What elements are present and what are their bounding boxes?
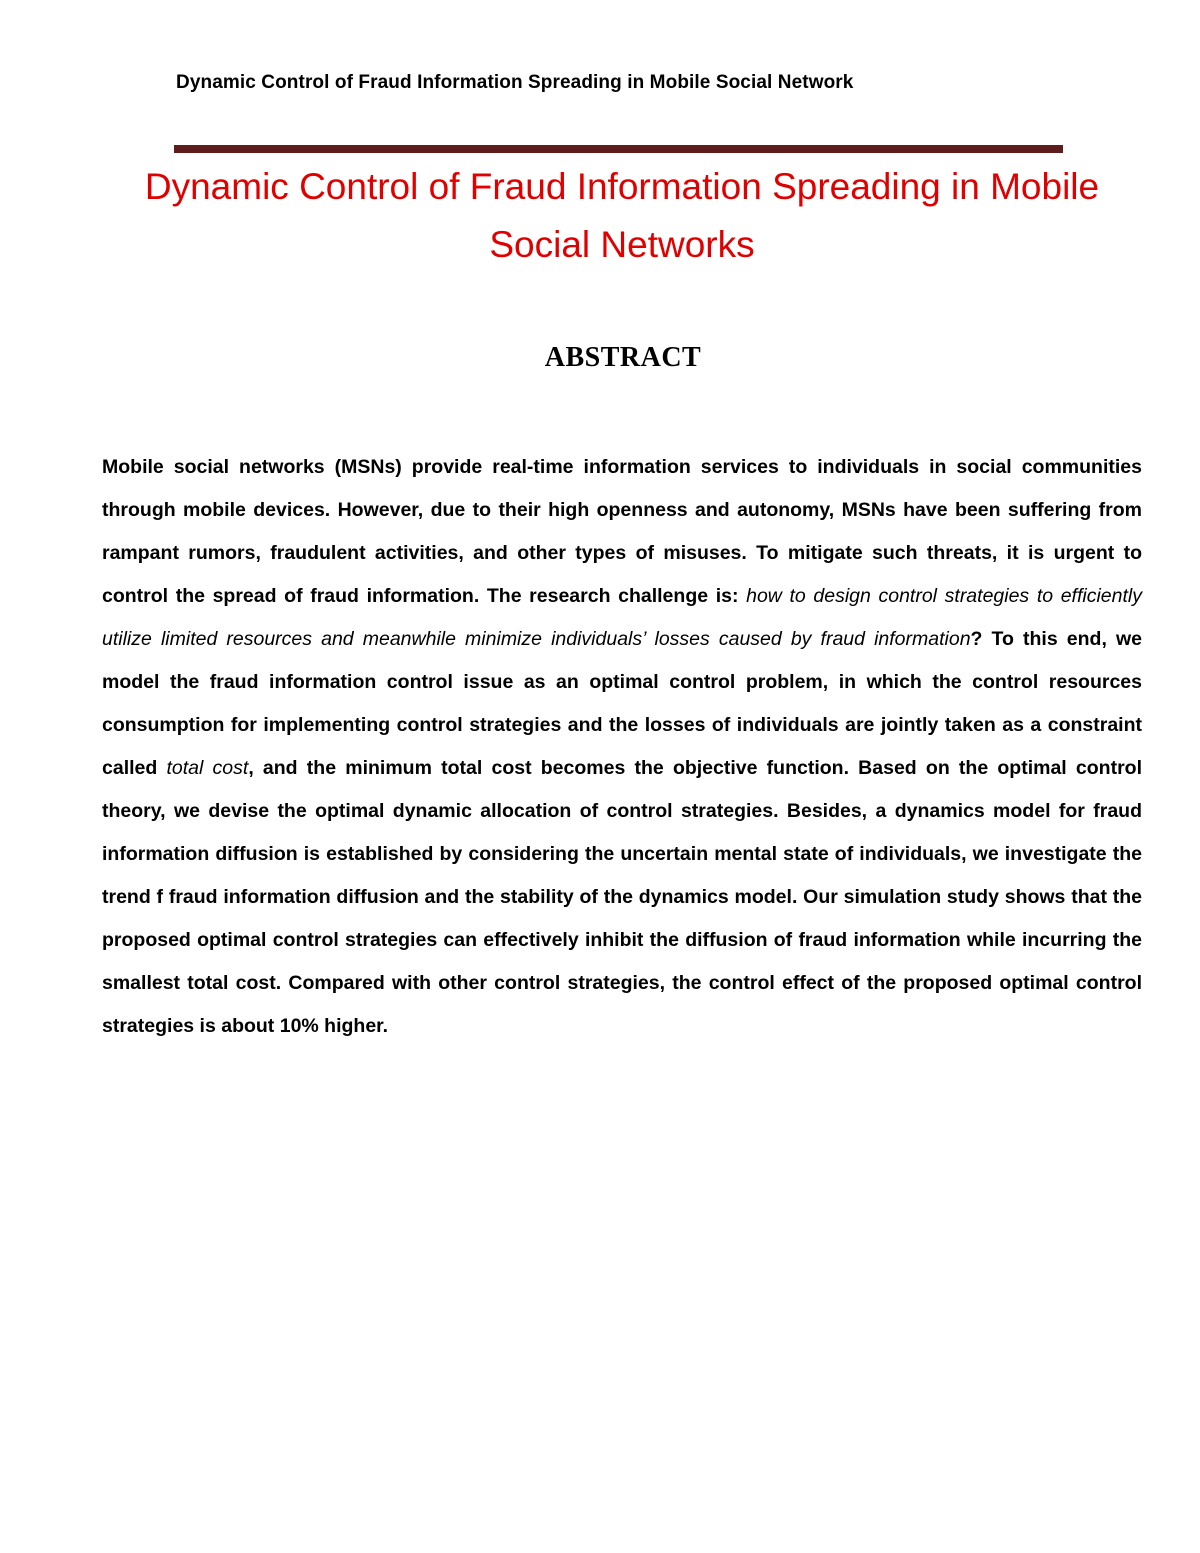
title-line-2: Social Networks — [489, 224, 755, 265]
document-title — [60, 158, 1184, 274]
abstract-text-part-2: ? To this end, we model the fraud information control issue as an optimal control problem, in which the control resources consumption for implementing control strategies and the losses of individuals are jointly taken as a constraint called — [102, 628, 1142, 779]
header-rule — [174, 145, 1063, 153]
total-cost-term: total cost — [166, 757, 249, 779]
abstract-heading: ABSTRACT — [544, 342, 702, 373]
research-challenge-question: how to design control strategies to efficiently utilize limited resources and meanwhile minimize individuals’ losses caused by fraud information — [102, 585, 1142, 650]
running-header: Dynamic Control of Fraud Information Spreading in Mobile Social Network — [176, 72, 854, 93]
title-line-1: Dynamic Control of Fraud Information Spreading in Mobile — [144, 166, 1100, 207]
abstract-paragraph — [102, 446, 1142, 1048]
abstract-text-part-1: Mobile social networks (MSNs) provide real-time information services to individuals in social communities through mobile devices. However, due to their high openness and autonomy, MSNs have been suffering from rampant rumors, fraudulent activities, and other types of misuses. To mitigate such threats, it is urgent to control the spread of fraud information. The research challenge is: — [102, 456, 1142, 607]
abstract-text-part-3: , and the minimum total cost becomes the objective function. Based on the optimal control theory, we devise the optimal dynamic allocation of control strategies. Besides, a dynamics model for fraud information diffusion is established by considering the uncertain mental state of individuals, we investigate the trend f fraud information diffusion and the stability of the dynamics model. Our simulation study shows that the proposed optimal control strategies can effectively inhibit the diffusion of fraud information while incurring the smallest total cost. Compared with other control strategies, the control effect of the proposed optimal control strategies is about 10% higher. — [102, 757, 1142, 1037]
